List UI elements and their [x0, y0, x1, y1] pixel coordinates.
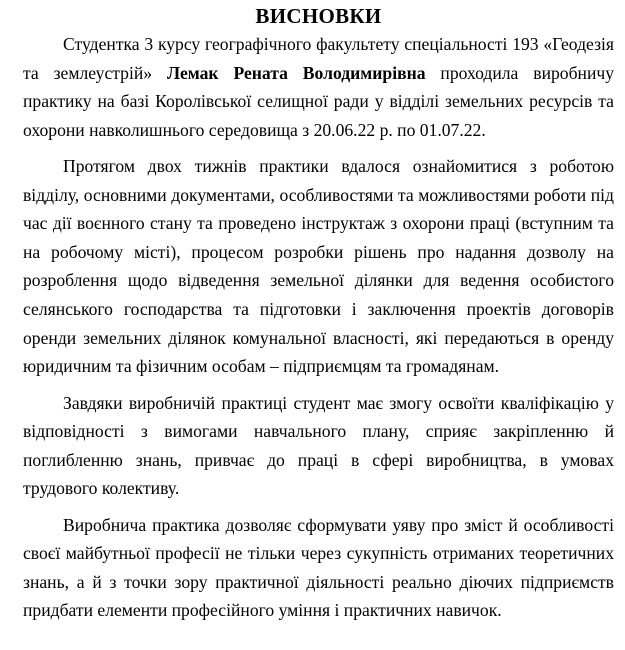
paragraph-work-overview: Протягом двох тижнів практики вдалося ознайомитися з роботою відділу, основними документами, особливостями та можливостями роботи під час дії воєнного стану та проведено інструктаж з охорони праці (вступним та на робочому місті), процесом розробки рішень про надання дозволу на розроблення щодо відведення земельної ділянки для ведення особистого селянського господарства та підготовки і заключення проектів договорів оренди земельних ділянок комунальної власності, які передаються в оренду юридичним та фізичним особам – підприємцям та громадянам. — [23, 156, 614, 377]
paragraph-text: проходила виробничу практику на базі Королівської селищної ради у відділі земельних ресурсів та охорони навколишнього середовища з 20.06.22 р. по 01.07.22. — [23, 62, 615, 140]
paragraph-practice-benefits: Завдяки виробничій практиці студент має змогу освоїти кваліфікацію у відповідності з вимогами навчального плану, сприяє закріпленню й поглибленню знань, привчає до праці в сфері виробництва, в умовах трудового колективу. — [23, 392, 614, 499]
paragraph-text: Студентка 3 курсу географічного факультету спеціальності 193 «Геодезія та землеустрій» — [23, 34, 614, 83]
page-title: ВИСНОВКИ — [255, 4, 382, 28]
paragraph-internship-summary — [23, 30, 614, 144]
student-name: Лемак Рената Володимирівна — [166, 62, 426, 83]
paragraph-profession-insight: Виробнича практика дозволяє сформувати уяву про зміст й особливості своєї майбутньої професії не тільки через сукупність отриманих теоретичних знань, а й з точки зору практичної діяльності реально діючих підприємств придбати елементи професійного уміння і практичних навичок. — [23, 514, 614, 621]
